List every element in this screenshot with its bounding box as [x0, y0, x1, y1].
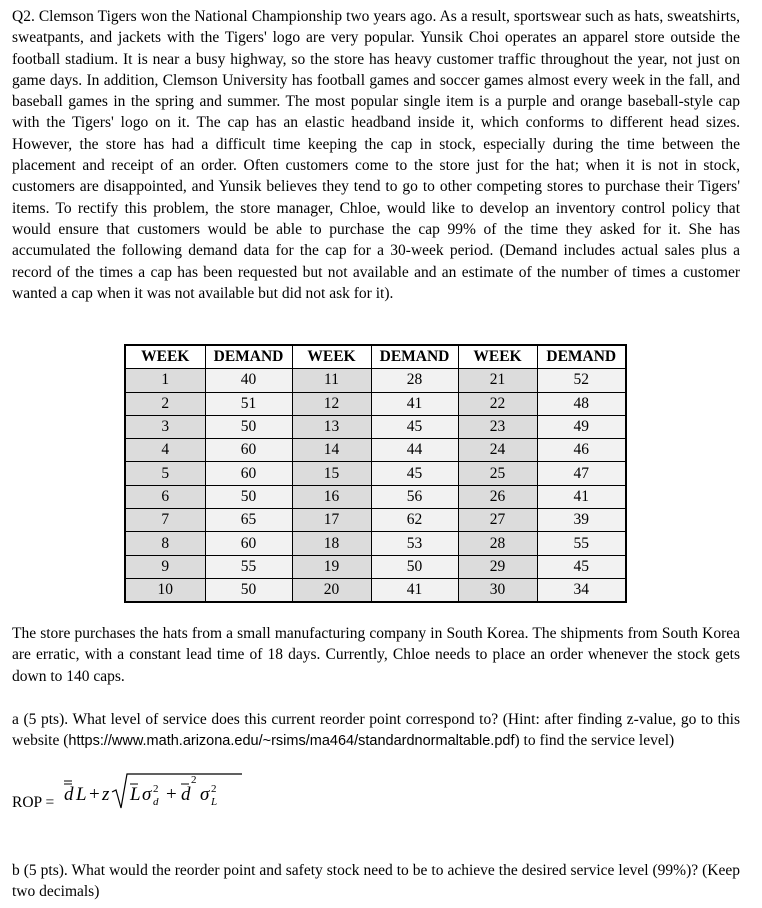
week-cell: 27 — [458, 509, 537, 532]
week-cell: 23 — [458, 415, 537, 438]
week-cell: 1 — [125, 369, 205, 392]
week-cell: 2 — [125, 392, 205, 415]
week-cell: 22 — [458, 392, 537, 415]
week-cell: 11 — [292, 369, 371, 392]
header-week-3: WEEK — [458, 345, 537, 369]
header-week-2: WEEK — [292, 345, 371, 369]
demand-cell: 44 — [371, 439, 458, 462]
week-cell: 10 — [125, 578, 205, 602]
demand-cell: 50 — [205, 578, 292, 602]
table-row — [125, 462, 626, 485]
table-row — [125, 439, 626, 462]
demand-cell: 53 — [371, 532, 458, 555]
week-cell: 19 — [292, 555, 371, 578]
week-cell: 30 — [458, 578, 537, 602]
demand-cell: 50 — [371, 555, 458, 578]
table-row — [125, 485, 626, 508]
formula-sq-3: 2 — [211, 783, 217, 795]
demand-cell: 55 — [205, 555, 292, 578]
formula-sub-d: d — [153, 796, 159, 808]
demand-cell: 41 — [371, 578, 458, 602]
question-a-text: a (5 pts). What level of service does this current reorder point correspond to? (Hint: after finding z-value, go to this website ( — [12, 711, 740, 750]
rop-formula — [12, 770, 312, 820]
week-cell: 21 — [458, 369, 537, 392]
demand-cell: 28 — [371, 369, 458, 392]
demand-cell: 45 — [371, 462, 458, 485]
week-cell: 16 — [292, 485, 371, 508]
question-a — [12, 709, 740, 753]
demand-cell: 49 — [537, 415, 626, 438]
week-cell: 9 — [125, 555, 205, 578]
rop-label: ROP = — [12, 794, 55, 811]
week-cell: 7 — [125, 509, 205, 532]
week-cell: 13 — [292, 415, 371, 438]
week-cell: 29 — [458, 555, 537, 578]
week-cell: 24 — [458, 439, 537, 462]
shipping-paragraph: The store purchases the hats from a small manufacturing company in South Korea. The shipments from South Korea are erratic, with a constant lead time of 18 days. Currently, Chloe needs to place an order whenever the stock gets down to 140 caps. — [12, 625, 740, 685]
table-row — [125, 415, 626, 438]
demand-cell: 50 — [205, 485, 292, 508]
question-b: b (5 pts). What would the reorder point and safety stock need to be to achieve the desired service level (99%)? (Keep two decimals) — [12, 862, 740, 901]
demand-cell: 60 — [205, 532, 292, 555]
question-a-text-end: ) to find the service level) — [514, 732, 675, 750]
demand-cell: 45 — [537, 555, 626, 578]
header-demand-3: DEMAND — [537, 345, 626, 369]
formula-sigma-1: σ — [142, 784, 152, 805]
week-cell: 17 — [292, 509, 371, 532]
demand-cell: 48 — [537, 392, 626, 415]
demand-cell: 60 — [205, 462, 292, 485]
demand-cell: 51 — [205, 392, 292, 415]
table-row — [125, 532, 626, 555]
demand-cell: 39 — [537, 509, 626, 532]
table-row — [125, 369, 626, 392]
week-cell: 12 — [292, 392, 371, 415]
week-cell: 3 — [125, 415, 205, 438]
formula-sub-L: L — [211, 796, 218, 808]
demand-cell: 55 — [537, 532, 626, 555]
demand-cell: 60 — [205, 439, 292, 462]
table-row — [125, 555, 626, 578]
table-link[interactable]: https://www.math.arizona.edu/~rsims/ma464/standardnormaltable.pdf — [68, 733, 515, 750]
formula-z: z — [102, 784, 110, 805]
week-cell: 18 — [292, 532, 371, 555]
demand-cell: 41 — [537, 485, 626, 508]
week-cell: 6 — [125, 485, 205, 508]
week-cell: 20 — [292, 578, 371, 602]
demand-cell: 34 — [537, 578, 626, 602]
table-row — [125, 392, 626, 415]
demand-cell: 47 — [537, 462, 626, 485]
demand-cell: 56 — [371, 485, 458, 508]
week-cell: 26 — [458, 485, 537, 508]
formula-L: L — [76, 784, 87, 805]
table-header-row — [125, 345, 626, 369]
intro-paragraph: Q2. Clemson Tigers won the National Championship two years ago. As a result, sportswear such as hats, sweatshirts, sweatpants, and jackets with the Tigers' logo are very popular. Yunsik Choi operates an apparel store outside the football stadium. It is near a busy highway, so the store has heavy customer traffic throughout the year, not just on game days. In addition, Clemson University has football games and soccer games almost every week in the fall, and baseball games in the spring and summer. The most popular single item is a purple and orange baseball-style cap with the Tigers' logo on it. The cap has an elastic headband inside it, which conforms to different head sizes. However, the store has had a difficult time keeping the cap in stock, especially during the time between the placement and receipt of an order. Often customers come to the store just for the hat; when it is not in stock, customers are disappointed, and Yunsik believes they tend to go to other competing stores to purchase their Tigers' items. To rectify this problem, the store manager, Chloe, would like to develop an inventory control policy that would ensure that customers would be able to purchase the cap 99% of the time they asked for it. She has accumulated the following demand data for the cap for a 30-week period. (Demand includes actual sales plus a record of the times a cap has been requested but not available and an estimate of the number of times a customer wanted a cap when it was not available but did not ask for it). — [12, 8, 740, 302]
week-cell: 25 — [458, 462, 537, 485]
formula-d: d — [64, 784, 74, 805]
week-cell: 15 — [292, 462, 371, 485]
header-demand-1: DEMAND — [205, 345, 292, 369]
header-week-1: WEEK — [125, 345, 205, 369]
demand-cell: 45 — [371, 415, 458, 438]
demand-cell: 62 — [371, 509, 458, 532]
formula-L-2: L — [130, 784, 141, 805]
demand-cell: 40 — [205, 369, 292, 392]
formula-sigma-2: σ — [200, 784, 210, 805]
formula-sq-2: 2 — [191, 774, 197, 786]
week-cell: 28 — [458, 532, 537, 555]
demand-cell: 46 — [537, 439, 626, 462]
week-cell: 14 — [292, 439, 371, 462]
demand-cell: 41 — [371, 392, 458, 415]
formula-d-2: d — [181, 784, 191, 805]
demand-cell: 65 — [205, 509, 292, 532]
demand-table — [124, 344, 627, 603]
table-row — [125, 509, 626, 532]
demand-cell: 52 — [537, 369, 626, 392]
rop-formula-graphic — [62, 770, 262, 818]
week-cell: 8 — [125, 532, 205, 555]
formula-plus-1: + — [89, 784, 100, 805]
table-row — [125, 578, 626, 602]
week-cell: 4 — [125, 439, 205, 462]
formula-sq-1: 2 — [153, 783, 159, 795]
demand-cell: 50 — [205, 415, 292, 438]
week-cell: 5 — [125, 462, 205, 485]
header-demand-2: DEMAND — [371, 345, 458, 369]
formula-plus-2: + — [166, 784, 177, 805]
